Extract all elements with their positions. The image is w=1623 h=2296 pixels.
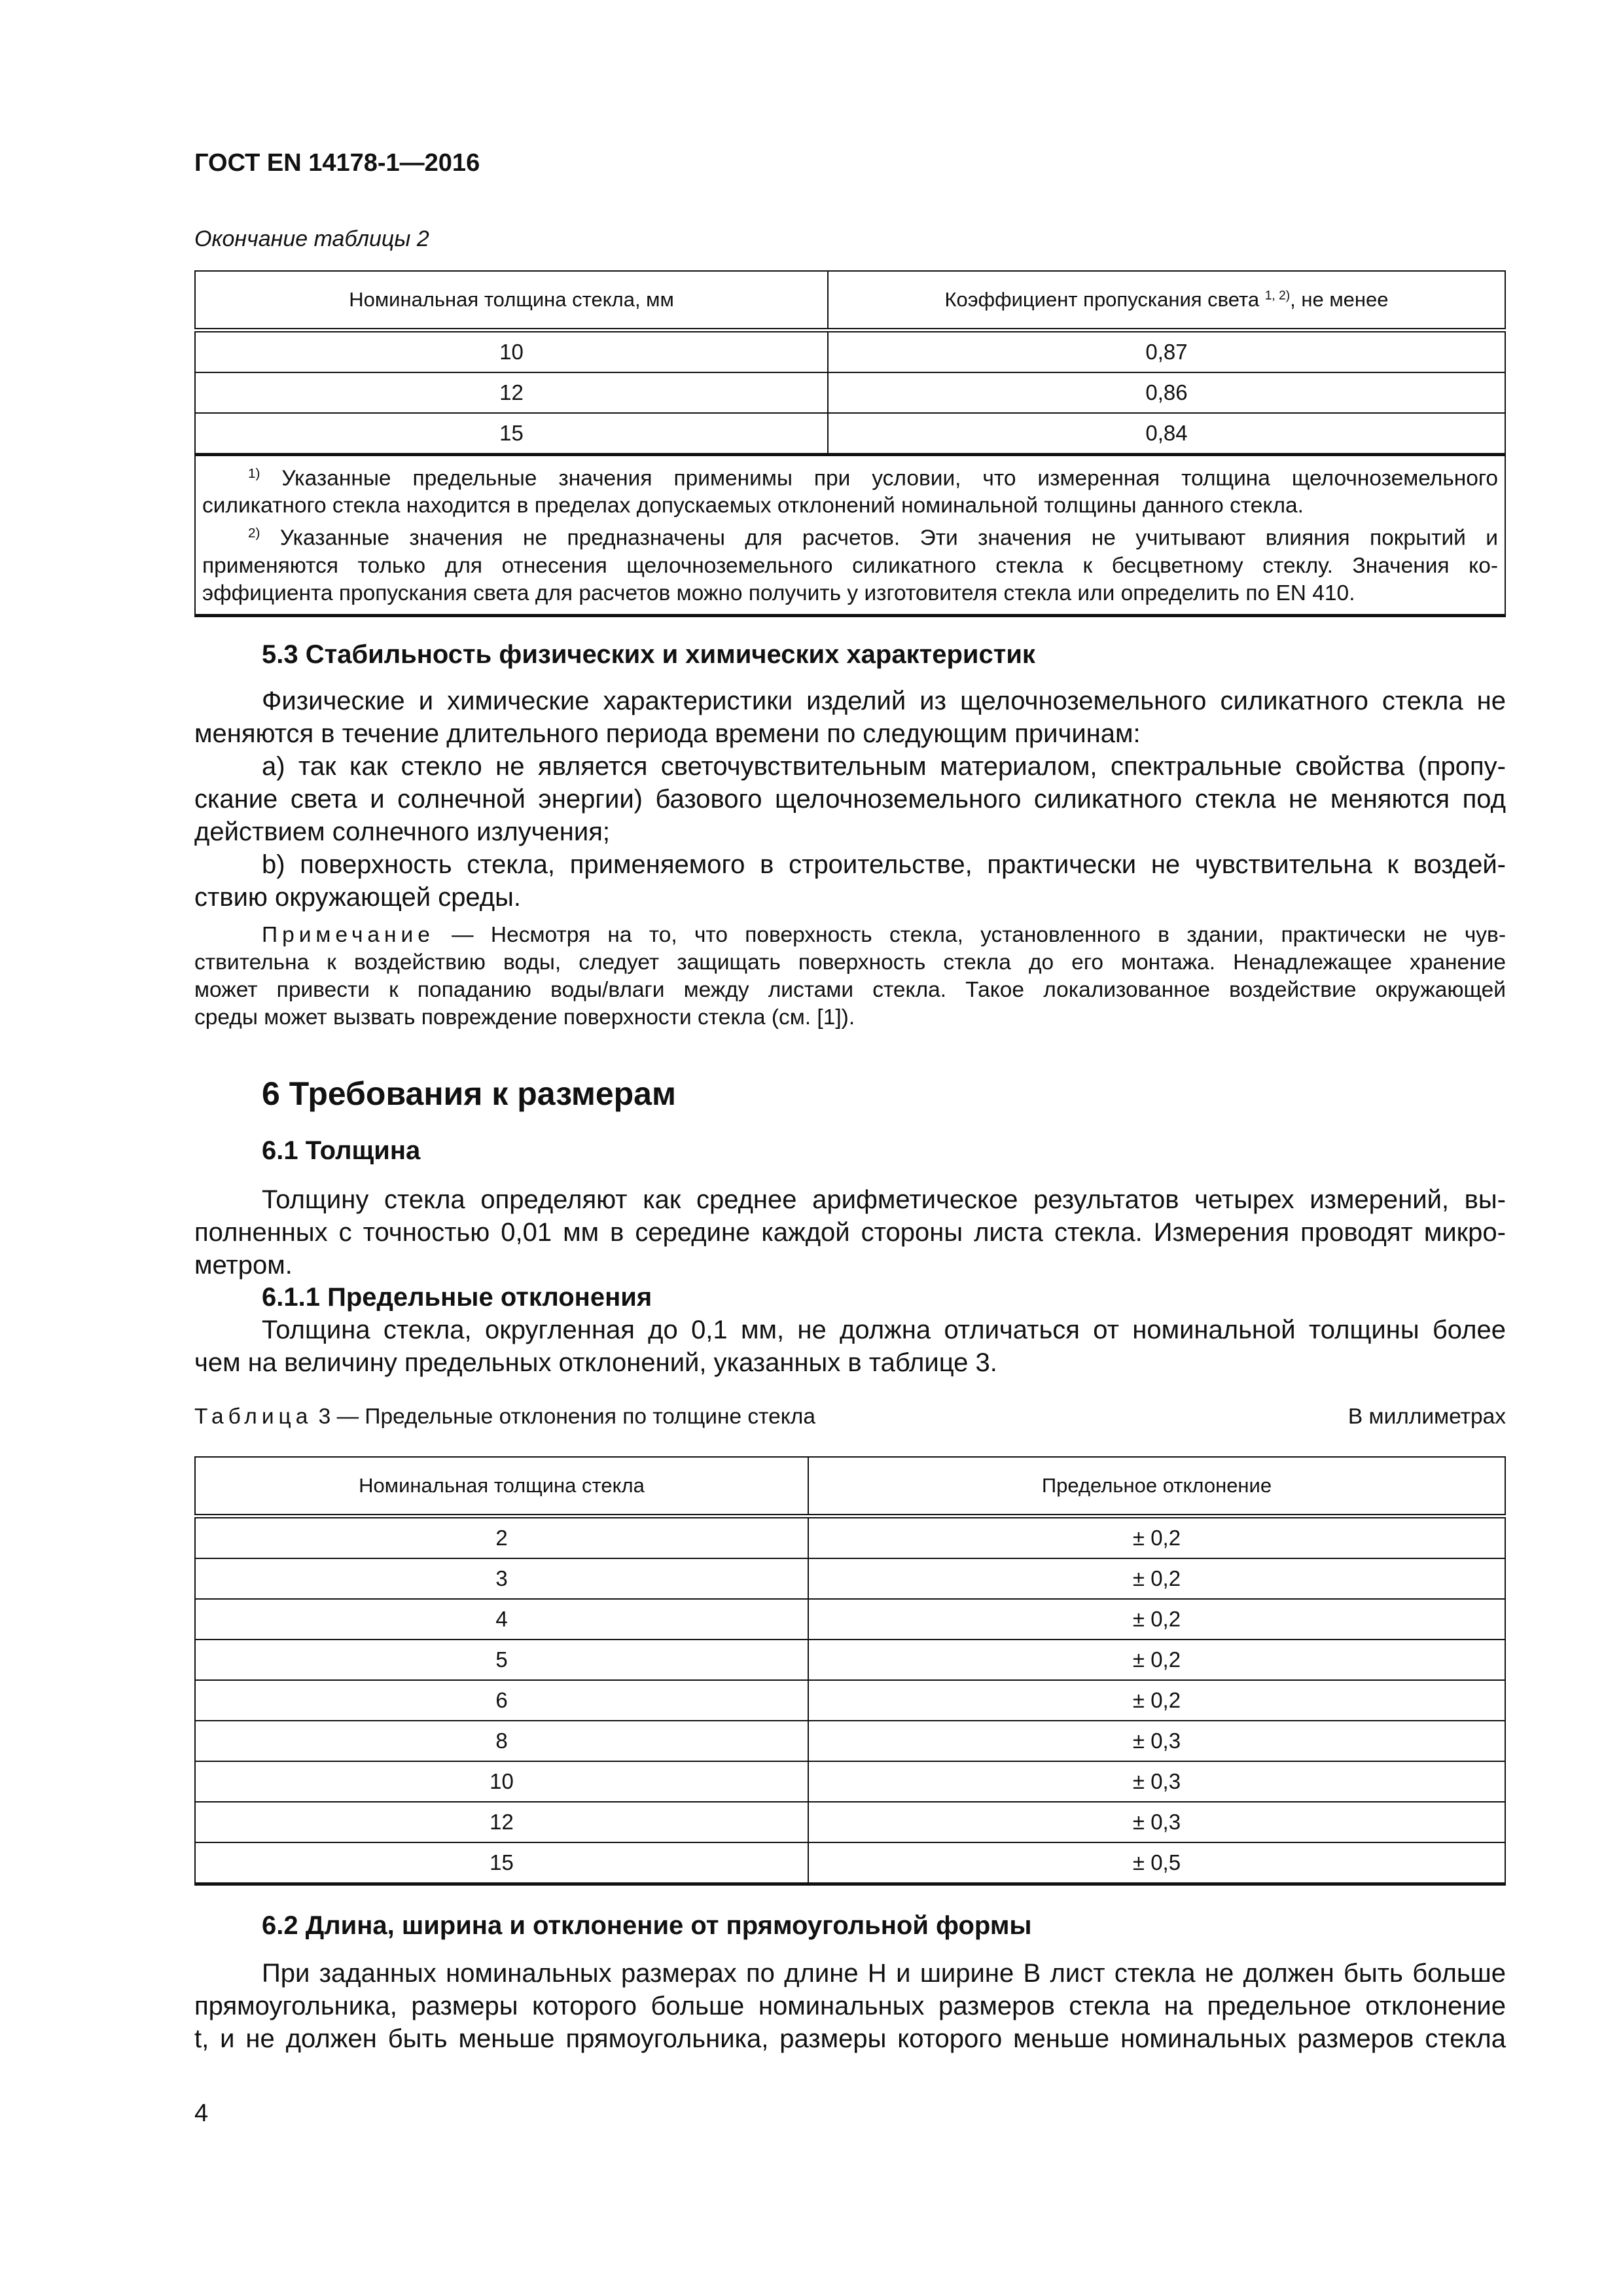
section-6-2-heading: 6.2 Длина, ширина и отклонение от прямоугольной формы: [262, 1911, 1032, 1940]
table3-caption: Таблица 3 — Предельные отклонения по толщине стекла В миллиметрах: [194, 1405, 1506, 1429]
section-6-1-text: Толщину стекла определяют как среднее арифметическое результатов четырех измерений, вы- полненных с точностью 0,01 мм в середине каждой стороны листа стекла. Измерения проводят микро- метром.: [194, 1185, 1506, 1280]
table-row: 3 ± 0,2: [195, 1558, 1505, 1599]
table-row: 15 ± 0,5: [195, 1842, 1505, 1884]
table-row: 2 ± 0,2: [195, 1516, 1505, 1559]
section-6-heading: 6 Требования к размерам: [262, 1075, 676, 1112]
section-5-3-note: Примечание — Несмотря на то, что поверхность стекла, установленного в здании, практически не чув- ствительна к воздействию воды, следует защищать поверхность стекла до его монтажа. Ненадлежащее хранение может привести к попаданию воды/влаги между листами стекла. Такое локализованное воздействие окружающей среды может вызвать повреждение поверхности стекла (см. [1]).: [194, 923, 1507, 1030]
section-5-3-text: Физические и химические характеристики изделий из щелочноземельного силикатного стекла не меняются в течение длительного периода времени по следующим причинам: а) так как стекло не является светочувствительным материалом, спектральные свойства (пропу- скание света и солнечной энергии) базового щелочноземельного силикатного стекла не меняются под действием солнечного излучения; b) поверхность стекла, применяемого в строительстве, практически не чувствительна к воздей- ствию окружающей среды.: [194, 687, 1506, 912]
table-row: 8 ± 0,3: [195, 1721, 1505, 1761]
table2-header-thickness: Номинальная толщина стекла, мм: [195, 271, 828, 331]
table3-units: В миллиметрах: [1347, 1405, 1506, 1429]
table2-footnotes: $^{1)}$ Указанные предельные значения применимы при условии, что измеренная толщина щелочноземельного силикатного стекла находится в пределах допускаемых отклонений номинальной толщины данного стекла. $^{2)}$ Указанные значения не предназначены для расчетов. Эти значения не учитывают влияния покрытий и применяются только для отнесения щелочноземельного силикатного стекла к бесцветному стеклу. Значения ко- эффициента пропускания света для расчетов можно получить у изготовителя стекла или определить по EN 410.: [195, 455, 1505, 616]
table-row: 6 ± 0,2: [195, 1680, 1505, 1721]
page-number: 4: [194, 2100, 209, 2127]
table-row: 5 ± 0,2: [195, 1640, 1505, 1680]
section-6-2-text: При заданных номинальных размерах по длине H и ширине B лист стекла не должен быть больше прямоугольника, размеры которого больше номинальных размеров стекла на предельное отклонение t, и не должен быть меньше прямоугольника, размеры которого меньше номинальных размеров стекла: [194, 1959, 1506, 2053]
table-row: 10 ± 0,3: [195, 1761, 1505, 1802]
section-6-1-1-text: Толщина стекла, округленная до 0,1 мм, не должна отличаться от номинальной толщины более чем на величину предельных отклонений, указанных в таблице 3.: [194, 1316, 1506, 1377]
table-row: 12 0,86: [195, 372, 1505, 413]
section-5-3-heading: 5.3 Стабильность физических и химических характеристик: [262, 640, 1035, 669]
table3-header-tolerance: Предельное отклонение: [808, 1457, 1505, 1516]
section-6-1-1-heading: 6.1.1 Предельные отклонения: [262, 1283, 652, 1312]
table3-header-thickness: Номинальная толщина стекла: [195, 1457, 808, 1516]
document-id: ГОСТ EN 14178-1—2016: [194, 149, 480, 177]
table-row: 10 0,87: [195, 331, 1505, 373]
table2-header-transmission: Коэффициент пропускания света $^{1, 2)}$, не менее: [828, 271, 1505, 331]
table-row: 12 ± 0,3: [195, 1802, 1505, 1842]
table-row: 4 ± 0,2: [195, 1599, 1505, 1640]
section-6-1-heading: 6.1 Толщина: [262, 1136, 421, 1165]
table-row: 15 0,84: [195, 413, 1505, 455]
table-3: [194, 1456, 1506, 1886]
table2-continuation-caption: Окончание таблицы 2: [194, 226, 429, 251]
table-2: [194, 270, 1506, 617]
